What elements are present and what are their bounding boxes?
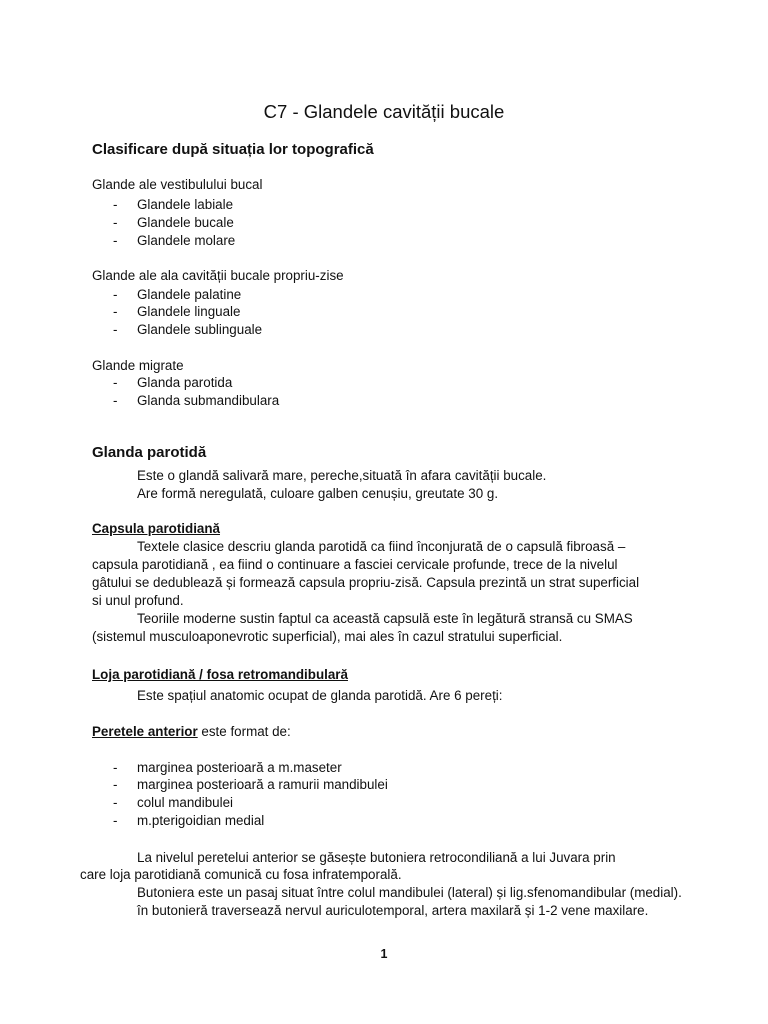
group-2-label: Glande ale ala cavității bucale propriu-zise <box>92 268 344 283</box>
paragraph-line: Butoniera este un pasaj situat între colul mandibulei (lateral) și lig.sfenomandibular (medial). <box>137 885 682 900</box>
list-item: - Glanda submandibulara <box>113 393 280 408</box>
paragraph-line: La nivelul peretelui anterior se găsește butoniera retrocondiliană a lui Juvara prin <box>137 850 616 865</box>
paragraph-line: (sistemul musculoaponevrotic superficial), mai ales în cazul stratului superficial. <box>92 629 563 644</box>
group-3-label: Glande migrate <box>92 358 184 373</box>
list-item: - Glandele palatine <box>113 287 242 302</box>
list-item: - Glandele bucale <box>113 215 234 230</box>
list-item: - m.pterigoidian medial <box>113 813 265 828</box>
list-item: - marginea posterioară a m.maseter <box>113 760 342 775</box>
list-item: - Glandele linguale <box>113 304 241 319</box>
list-item: - marginea posterioară a ramurii mandibulei <box>113 777 388 792</box>
paragraph-line: si unul profund. <box>92 593 184 608</box>
paragraph-line: Este o glandă salivară mare, pereche,situată în afara cavității bucale. <box>137 468 547 483</box>
list-item: - Glandele labiale <box>113 197 234 212</box>
paragraph-line: Are formă neregulată, culoare galben cenușiu, greutate 30 g. <box>137 486 499 501</box>
list-item: - colul mandibulei <box>113 795 234 810</box>
paragraph-line: care loja parotidiană comunică cu fosa infratemporală. <box>80 867 402 882</box>
list-item: - Glandele sublinguale <box>113 322 263 337</box>
paragraph-line: capsula parotidiană , ea fiind o continuare a fasciei cervicale profunde, trece de la nivelul <box>92 557 618 572</box>
classification-heading: Clasificare după situația lor topografică <box>92 141 374 158</box>
group-1-label: Glande ale vestibulului bucal <box>92 177 263 192</box>
anterior-wall-heading: Peretele anterior este format de: <box>92 724 291 739</box>
list-item: - Glanda parotida <box>113 375 233 390</box>
paragraph-line: Textele clasice descriu glanda parotidă ca fiind înconjurată de o capsulă fibroasă – <box>137 539 626 554</box>
parotid-heading: Glanda parotidă <box>92 444 207 461</box>
list-item: - Glandele molare <box>113 233 236 248</box>
page-number: 1 <box>380 947 388 961</box>
paragraph-line: Teoriile moderne sustin faptul ca această capsulă este în legătură stransă cu SMAS <box>137 611 633 626</box>
loja-heading: Loja parotidiană / fosa retromandibulară <box>92 667 348 682</box>
capsule-heading: Capsula parotidiană <box>92 521 220 536</box>
paragraph-line: gâtului se dedublează și formează capsula propriu-zisă. Capsula prezintă un strat superficial <box>92 575 640 590</box>
paragraph-line: în butonieră traversează nervul auriculotemporal, artera maxilară și 1-2 vene maxilare. <box>137 903 649 918</box>
page-title: C7 - Glandele cavității bucale <box>263 101 505 122</box>
paragraph-line: Este spațiul anatomic ocupat de glanda parotidă. Are 6 pereți: <box>137 688 503 703</box>
